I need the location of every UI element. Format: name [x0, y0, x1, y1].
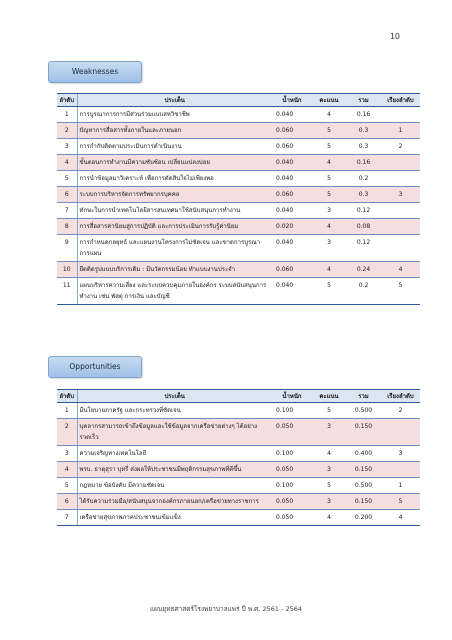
cell-rank — [381, 203, 420, 219]
cell-score: 4 — [312, 446, 346, 462]
cell-rank — [381, 235, 420, 262]
table-row — [57, 107, 420, 123]
cell-issue: ได้รับความร่วมมือ/สนับสนุนจากองค์กรภายนอก/เครือข่ายทางราชการ — [77, 494, 272, 510]
opportunities-heading: Opportunities — [48, 356, 142, 378]
cell-total: 0.24 — [346, 262, 381, 278]
cell-weight: 0.020 — [272, 219, 312, 235]
header-score: คะแนน — [312, 94, 346, 107]
cell-no: 7 — [57, 203, 77, 219]
cell-rank — [381, 107, 420, 123]
table-row — [57, 187, 420, 203]
cell-weight: 0.040 — [272, 107, 312, 123]
cell-score: 5 — [312, 478, 346, 494]
table-row — [57, 462, 420, 478]
cell-weight: 0.100 — [272, 446, 312, 462]
header-total: รวม — [346, 390, 381, 403]
cell-score: 5 — [312, 187, 346, 203]
cell-weight: 0.050 — [272, 510, 312, 526]
cell-no: 4 — [57, 462, 77, 478]
cell-issue: ยึดติดรูปแบบบริการเดิม : มีนวัตกรรมน้อย ทำแบบงานประจำ — [77, 262, 272, 278]
cell-total: 0.2 — [346, 278, 381, 305]
cell-no: 7 — [57, 510, 77, 526]
cell-rank: 1 — [381, 478, 420, 494]
cell-rank — [381, 419, 420, 446]
cell-no: 2 — [57, 419, 77, 446]
cell-score: 4 — [312, 155, 346, 171]
cell-issue: เครือข่ายสุขภาพภาคประชาชนเข้มแข็ง — [77, 510, 272, 526]
cell-rank — [381, 171, 420, 187]
cell-score: 5 — [312, 123, 346, 139]
cell-weight: 0.050 — [272, 462, 312, 478]
header-total: รวม — [346, 94, 381, 107]
table-row — [57, 235, 420, 262]
table-row — [57, 171, 420, 187]
cell-weight: 0.040 — [272, 278, 312, 305]
cell-rank: 4 — [381, 510, 420, 526]
cell-total: 0.3 — [346, 187, 381, 203]
cell-score: 5 — [312, 278, 346, 305]
cell-weight: 0.060 — [272, 262, 312, 278]
cell-no: 3 — [57, 139, 77, 155]
cell-issue: การกำหนดกลยุทธ์ และแผนงานโครงการไม่ชัดเจน และขาดการบูรณาการแผน — [77, 235, 272, 262]
table-row — [57, 139, 420, 155]
cell-no: 11 — [57, 278, 77, 305]
cell-rank — [381, 219, 420, 235]
table-row — [57, 494, 420, 510]
header-issue: ประเด็น — [77, 390, 272, 403]
cell-score: 3 — [312, 462, 346, 478]
cell-score: 4 — [312, 219, 346, 235]
footer-text: แผนยุทธศาสตร์โรงพยาบาลแพร่ ปี พ.ศ. 2561 - 2564 — [149, 605, 302, 613]
weaknesses-heading: Weaknesses — [48, 61, 142, 83]
opportunities-table — [57, 389, 420, 526]
cell-score: 5 — [312, 171, 346, 187]
cell-score: 3 — [312, 419, 346, 446]
cell-issue: ความเจริญทางเทคโนโลยี — [77, 446, 272, 462]
cell-weight: 0.050 — [272, 494, 312, 510]
table-row — [57, 446, 420, 462]
cell-issue: การนำข้อมูลมาวิเคราะห์ เพื่อการตัดสินใจไม่เพียงพอ — [77, 171, 272, 187]
cell-rank: 5 — [381, 278, 420, 305]
cell-total: 0.150 — [346, 462, 381, 478]
cell-no: 1 — [57, 107, 77, 123]
cell-issue: บุคลากรสามารถเข้าถึงข้อมูลและใช้ข้อมูลจากเครือข่ายต่างๆ ได้อย่างรวดเร็ว — [77, 419, 272, 446]
cell-total: 0.200 — [346, 510, 381, 526]
cell-total: 0.16 — [346, 107, 381, 123]
cell-weight: 0.040 — [272, 203, 312, 219]
header-issue: ประเด็น — [77, 94, 272, 107]
cell-score: 3 — [312, 203, 346, 219]
cell-rank: 2 — [381, 403, 420, 419]
header-weight: น้ำหนัก — [272, 390, 312, 403]
cell-weight: 0.040 — [272, 155, 312, 171]
cell-total: 0.12 — [346, 235, 381, 262]
header-rank: เรียงลำดับ — [381, 94, 420, 107]
cell-no: 6 — [57, 187, 77, 203]
cell-no: 5 — [57, 171, 77, 187]
table-row — [57, 219, 420, 235]
cell-issue: กฎหมาย ข้อบังคับ มีความชัดเจน — [77, 478, 272, 494]
cell-issue: พรบ. ธาตุสุรา บุหรี่ ส่งผลให้ประชาชนมีพฤติกรรมสุขภาพที่ดีขึ้น — [77, 462, 272, 478]
cell-weight: 0.050 — [272, 419, 312, 446]
header-rank: เรียงลำดับ — [381, 390, 420, 403]
cell-rank: 3 — [381, 446, 420, 462]
cell-total: 0.150 — [346, 419, 381, 446]
cell-no: 6 — [57, 494, 77, 510]
table-header-row — [57, 94, 420, 107]
cell-no: 5 — [57, 478, 77, 494]
cell-no: 10 — [57, 262, 77, 278]
cell-score: 3 — [312, 494, 346, 510]
cell-weight: 0.040 — [272, 171, 312, 187]
cell-issue: การกำกับติดตามประเมินการดำเนินงาน — [77, 139, 272, 155]
cell-no: 2 — [57, 123, 77, 139]
cell-total: 0.3 — [346, 123, 381, 139]
cell-rank: 5 — [381, 494, 420, 510]
header-no: ลำดับ — [57, 390, 77, 403]
table-row — [57, 419, 420, 446]
cell-weight: 0.040 — [272, 235, 312, 262]
header-score: คะแนน — [312, 390, 346, 403]
cell-total: 0.12 — [346, 203, 381, 219]
cell-issue: การสื่อสารค่านิยมสู่การปฏิบัติ และการประเมินการรับรู้ค่านิยม — [77, 219, 272, 235]
table-row — [57, 478, 420, 494]
cell-score: 5 — [312, 403, 346, 419]
cell-no: 3 — [57, 446, 77, 462]
cell-weight: 0.100 — [272, 478, 312, 494]
cell-score: 4 — [312, 510, 346, 526]
cell-total: 0.500 — [346, 478, 381, 494]
table-row — [57, 123, 420, 139]
cell-score: 3 — [312, 235, 346, 262]
cell-issue: ทักษะในการนำเทคโนโลยีสารสนเทศมาใช้สนับสนุนการทำงาน — [77, 203, 272, 219]
cell-issue: แผนบริหารความเสี่ยง และระบบควบคุมภายในองค์กร ระบบสนับสนุนการทำงาน เช่น พัสดุ การเงิน และบัญชี — [77, 278, 272, 305]
table-header-row — [57, 390, 420, 403]
cell-total: 0.3 — [346, 139, 381, 155]
cell-no: 1 — [57, 403, 77, 419]
header-weight: น้ำหนัก — [272, 94, 312, 107]
cell-weight: 0.100 — [272, 403, 312, 419]
cell-issue: ระบบการบริหารจัดการทรัพยากรบุคคล — [77, 187, 272, 203]
weaknesses-table — [57, 93, 420, 305]
cell-rank: 3 — [381, 187, 420, 203]
cell-no: 4 — [57, 155, 77, 171]
cell-issue: มีนโยบายภาครัฐ และกระทรวงที่ชัดเจน — [77, 403, 272, 419]
table-row — [57, 403, 420, 419]
cell-total: 0.150 — [346, 494, 381, 510]
cell-rank: 2 — [381, 139, 420, 155]
cell-weight: 0.060 — [272, 123, 312, 139]
cell-weight: 0.060 — [272, 139, 312, 155]
cell-rank: 4 — [381, 262, 420, 278]
cell-total: 0.400 — [346, 446, 381, 462]
table-row — [57, 262, 420, 278]
page-number: 10 — [389, 32, 400, 41]
header-no: ลำดับ — [57, 94, 77, 107]
cell-rank — [381, 462, 420, 478]
cell-no: 9 — [57, 235, 77, 262]
cell-score: 4 — [312, 262, 346, 278]
cell-total: 0.16 — [346, 155, 381, 171]
cell-total: 0.2 — [346, 171, 381, 187]
cell-total: 0.08 — [346, 219, 381, 235]
cell-issue: ปัญหาการสื่อสารทั้งภายในและภายนอก — [77, 123, 272, 139]
table-row — [57, 155, 420, 171]
cell-total: 0.500 — [346, 403, 381, 419]
cell-weight: 0.060 — [272, 187, 312, 203]
cell-no: 8 — [57, 219, 77, 235]
table-row — [57, 510, 420, 526]
table-row — [57, 278, 420, 305]
cell-rank: 1 — [381, 123, 420, 139]
cell-issue: การบูรณาการการมีส่วนร่วมแบบสหวิชาชีพ — [77, 107, 272, 123]
cell-score: 4 — [312, 107, 346, 123]
cell-score: 5 — [312, 139, 346, 155]
table-row — [57, 203, 420, 219]
cell-issue: ขั้นตอนการทำงานมีความซับซ้อน เปลี่ยนแปลงบ่อย — [77, 155, 272, 171]
cell-rank — [381, 155, 420, 171]
